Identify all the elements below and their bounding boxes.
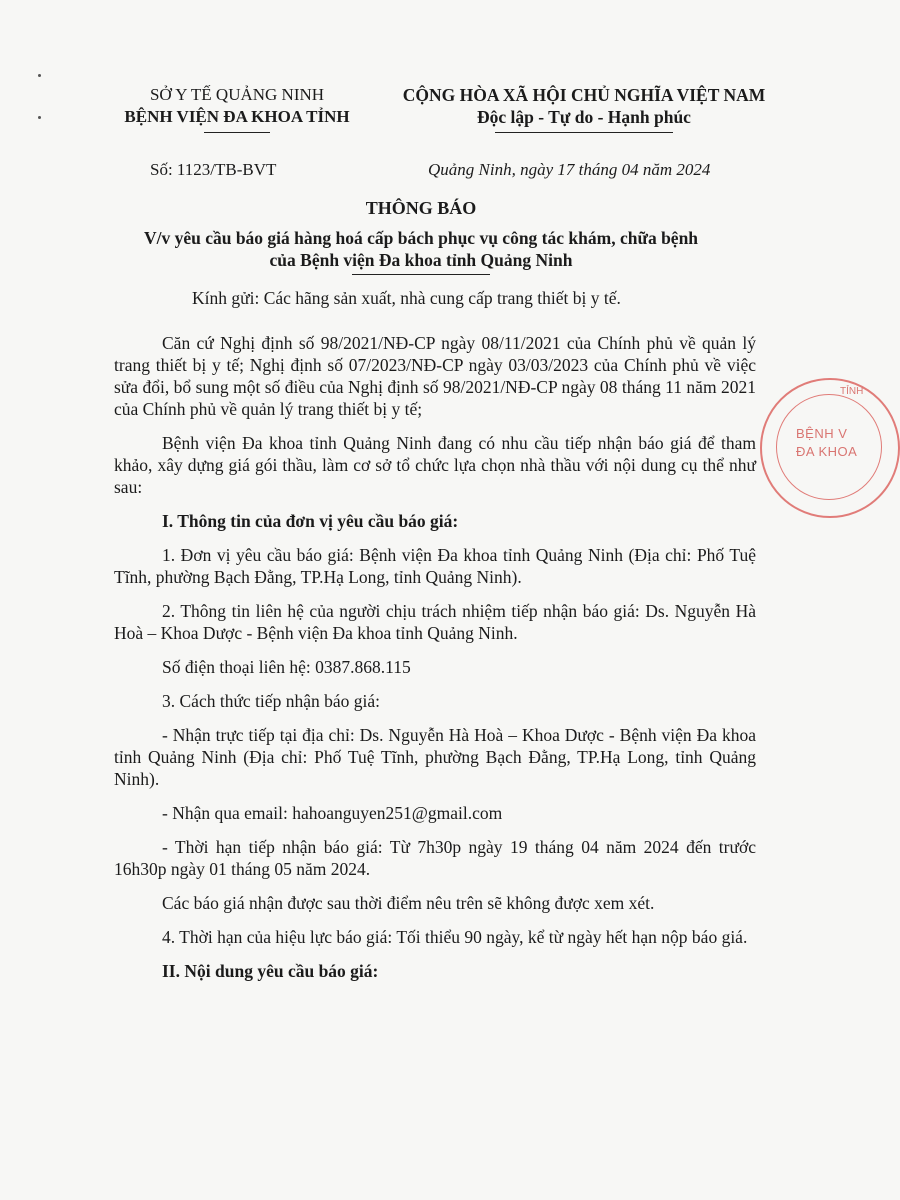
seal-arc-text: TỈNH [840, 386, 864, 397]
direct-delivery-bullet: - Nhận trực tiếp tại địa chỉ: Ds. Nguyễn Hà Hoà – Khoa Dược - Bệnh viện Đa khoa tỉnh Quảng Ninh (Địa chỉ: Phố Tuệ Tĩnh, phường Bạch Đằng, TP.Hạ Long, tỉnh Quảng Ninh). [114, 725, 756, 789]
agency-underline [204, 132, 270, 133]
issuing-agency: BỆNH VIỆN ĐA KHOA TỈNH [124, 107, 350, 126]
seal-text: BỆNH V [796, 426, 848, 441]
legal-basis-paragraph: Căn cứ Nghị định số 98/2021/NĐ-CP ngày 08/11/2021 của Chính phủ về quản lý trang thiết bị y tế; Nghị định số 07/2023/NĐ-CP ngày 03/03/2023 của Chính phủ về việc sửa đổi, bổ sung một số điều của Nghị định số 98/2021/NĐ-CP ngày 08 tháng 11 năm 2021 của Chính phủ về quản lý trang thiết bị y tế; [114, 333, 756, 419]
subject-line: V/v yêu cầu báo giá hàng hoá cấp bách phục vụ công tác khám, chữa bệnh [143, 228, 699, 248]
contact-person-item: 2. Thông tin liên hệ của người chịu trách nhiệm tiếp nhận báo giá: Ds. Nguyễn Hà Hoà – Khoa Dược - Bệnh viện Đa khoa tỉnh Quảng Ninh. [114, 601, 756, 643]
email-bullet: - Nhận qua email: hahoanguyen251@gmail.com [162, 803, 503, 823]
contact-phone: Số điện thoại liên hệ: 0387.868.115 [162, 657, 411, 677]
receiving-method-item: 3. Cách thức tiếp nhận báo giá: [162, 691, 380, 711]
deadline-bullet: - Thời hạn tiếp nhận báo giá: Từ 7h30p ngày 19 tháng 04 năm 2024 đến trước 16h30p ngày 01 tháng 05 năm 2024. [114, 837, 756, 879]
seal-text: ĐA KHOA [796, 444, 858, 459]
document-number: Số: 1123/TB-BVT [150, 160, 277, 179]
section-heading-1: I. Thông tin của đơn vị yêu cầu báo giá: [162, 511, 459, 531]
scan-speck [38, 116, 41, 119]
national-header [368, 84, 800, 133]
purpose-paragraph: Bệnh viện Đa khoa tỉnh Quảng Ninh đang có nhu cầu tiếp nhận báo giá để tham khảo, xây dựng giá gói thầu, làm cơ sở tổ chức lựa chọn nhà thầu với nội dung cụ thể như sau: [114, 433, 756, 497]
section-heading-2: II. Nội dung yêu cầu báo giá: [162, 961, 379, 981]
document-subject [100, 227, 742, 271]
agency-header [112, 84, 362, 133]
motto-underline [495, 132, 673, 133]
national-title: CỘNG HÒA XÃ HỘI CHỦ NGHĨA VIỆT NAM [402, 85, 766, 105]
scan-speck [38, 74, 41, 77]
subject-underline [352, 274, 490, 275]
validity-item: 4. Thời hạn của hiệu lực báo giá: Tối thiểu 90 ngày, kể từ ngày hết hạn nộp báo giá. [162, 927, 748, 947]
requesting-unit-item: 1. Đơn vị yêu cầu báo giá: Bệnh viện Đa khoa tỉnh Quảng Ninh (Địa chỉ: Phố Tuệ Tĩnh, phường Bạch Đằng, TP.Hạ Long, tỉnh Quảng Ninh). [114, 545, 756, 587]
recipient-line: Kính gửi: Các hãng sản xuất, nhà cung cấp trang thiết bị y tế. [192, 288, 621, 308]
document-title: THÔNG BÁO [365, 198, 477, 218]
document-body [114, 332, 756, 994]
subject-line: của Bệnh viện Đa khoa tỉnh Quảng Ninh [269, 250, 573, 270]
national-motto: Độc lập - Tự do - Hạnh phúc [477, 107, 691, 127]
parent-agency: SỞ Y TẾ QUẢNG NINH [149, 85, 325, 104]
place-and-date: Quảng Ninh, ngày 17 tháng 04 năm 2024 [428, 160, 711, 179]
red-seal-stamp [760, 378, 900, 518]
late-submission-note: Các báo giá nhận được sau thời điểm nêu trên sẽ không được xem xét. [162, 893, 655, 913]
